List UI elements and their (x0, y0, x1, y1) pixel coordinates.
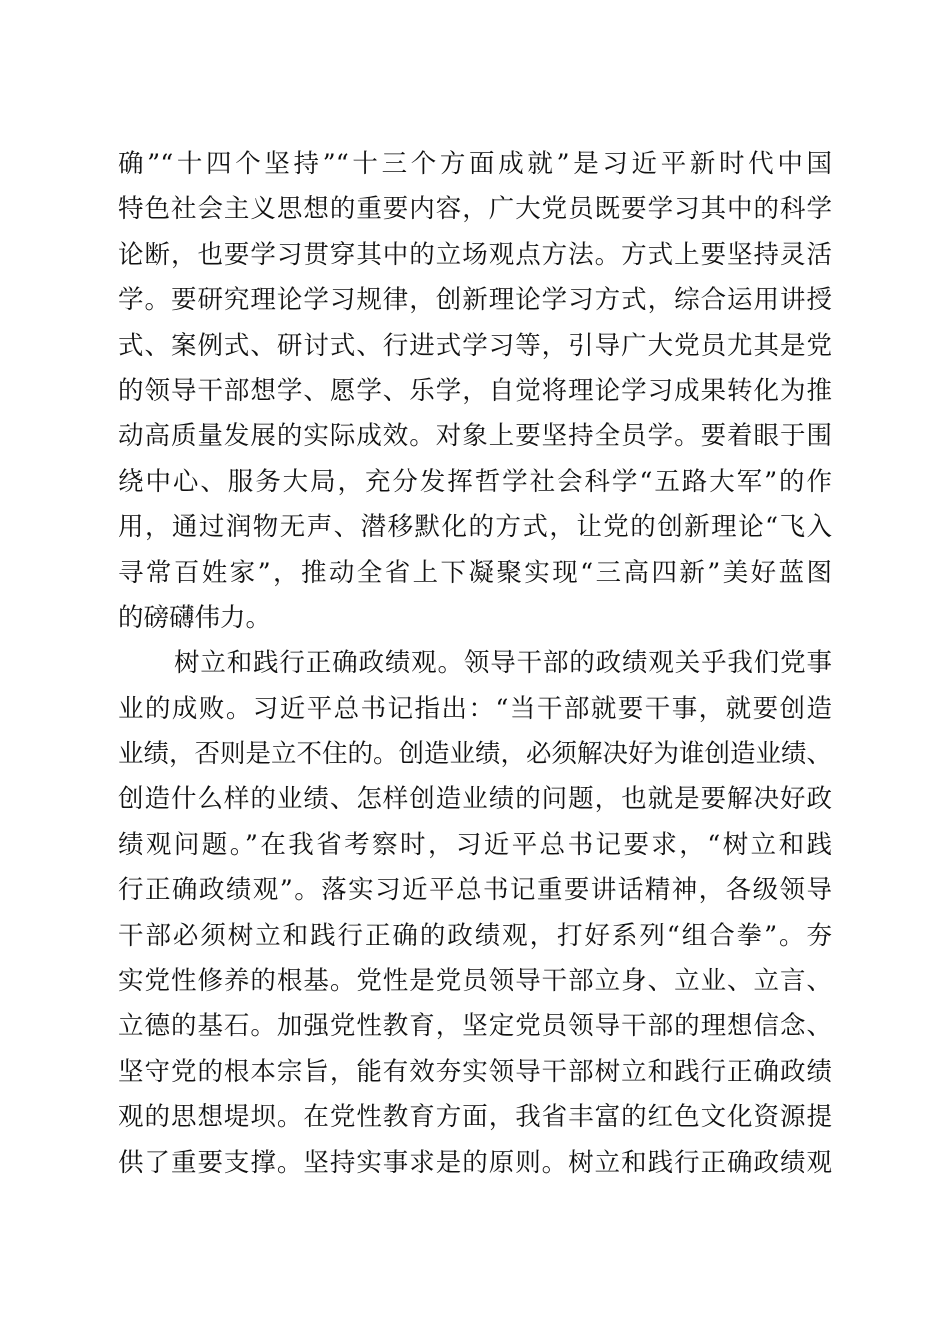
text-line: 业绩，否则是立不住的。创造业绩，必须解决好为谁创造业绩、 (118, 739, 833, 770)
text-line: 动高质量发展的实际成效。对象上要坚持全员学。要着眼于围 (118, 421, 832, 452)
document-body (118, 142, 832, 1186)
text-line: 行正确政绩观”。落实习近平总书记重要讲话精神，各级领导 (118, 875, 832, 906)
text-line: 特色社会主义思想的重要内容，广大党员既要学习其中的科学 (118, 194, 832, 225)
text-line: 立德的基石。加强党性教育，坚定党员领导干部的理想信念、 (118, 1011, 832, 1042)
text-line: 用，通过润物无声、潜移默化的方式，让党的创新理论“飞入 (118, 512, 832, 543)
text-line: 供了重要支撑。坚持实事求是的原则。树立和践行正确政绩观 (118, 1147, 832, 1178)
text-line: 绕中心、服务大局，充分发挥哲学社会科学“五路大军”的作 (118, 466, 832, 497)
text-line: 创造什么样的业绩、怎样创造业绩的问题，也就是要解决好政 (118, 784, 832, 815)
text-line: 的领导干部想学、愿学、乐学，自觉将理论学习成果转化为推 (118, 375, 832, 406)
text-line: 寻常百姓家”，推动全省上下凝聚实现“三高四新”美好蓝图 (118, 557, 832, 588)
text-line: 观的思想堤坝。在党性教育方面，我省丰富的红色文化资源提 (118, 1102, 832, 1133)
paragraph-end-line: 的磅礴伟力。 (118, 602, 272, 633)
text-line: 学。要研究理论学习规律，创新理论学习方式，综合运用讲授 (118, 285, 832, 316)
text-line: 式、案例式、研讨式、行进式学习等，引导广大党员尤其是党 (118, 330, 832, 361)
text-line: 论断，也要学习贯穿其中的立场观点方法。方式上要坚持灵活 (118, 239, 832, 270)
text-line: 业的成败。习近平总书记指出：“当干部就要干事，就要创造 (118, 693, 832, 724)
paragraph-first-line: 树立和践行正确政绩观。领导干部的政绩观关乎我们党事 (174, 648, 832, 679)
text-line: 绩观问题。”在我省考察时，习近平总书记要求，“树立和践 (118, 829, 832, 860)
text-line: 确”“十四个坚持”“十三个方面成就”是习近平新时代中国 (118, 149, 832, 179)
text-line: 坚守党的根本宗旨，能有效夯实领导干部树立和践行正确政绩 (118, 1056, 832, 1087)
text-line: 干部必须树立和践行正确的政绩观，打好系列“组合拳”。夯 (118, 920, 832, 951)
text-line: 实党性修养的根基。党性是党员领导干部立身、立业、立言、 (118, 966, 832, 997)
